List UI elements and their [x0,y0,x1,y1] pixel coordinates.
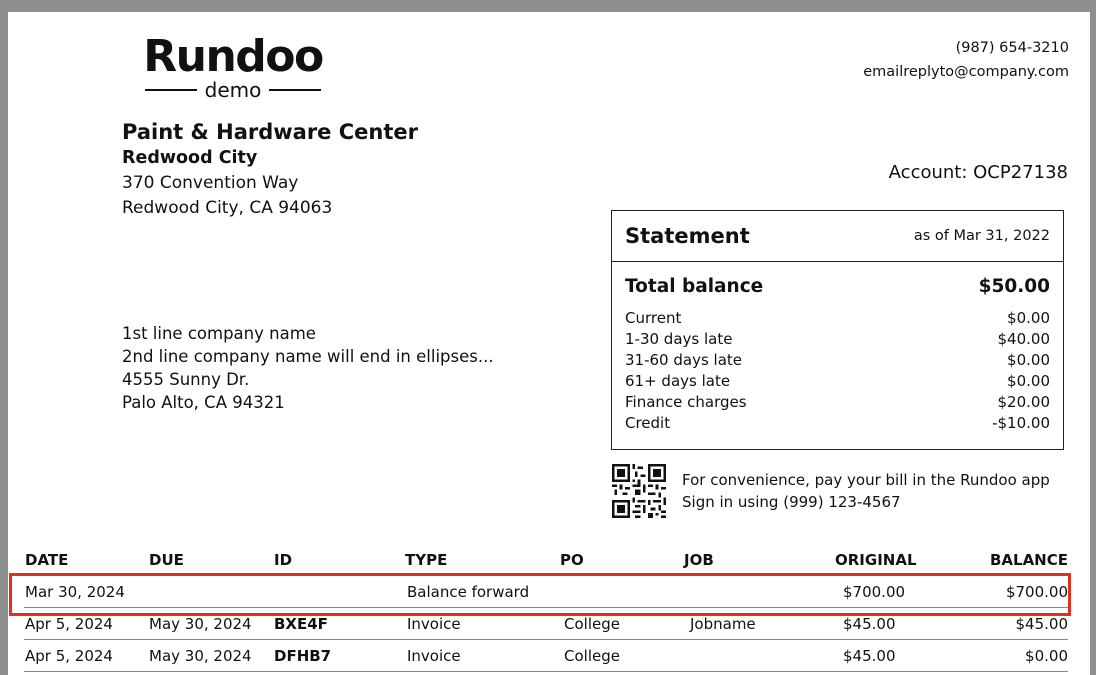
cell-original: $700.00 [843,582,906,601]
logo-rule-left [145,89,197,91]
contact-phone: (987) 654-3210 [955,40,1069,56]
aging-label: 1-30 days late [625,330,733,348]
header-date: DATE [25,551,69,569]
logo-rule-right [269,89,321,91]
aging-label: 31-60 days late [625,351,742,369]
store-city: Redwood City [122,148,258,168]
total-balance-row [625,272,1050,302]
cell-po: College [564,614,620,633]
header-job: JOB [684,551,714,569]
statement-title: Statement [625,224,750,248]
aging-value: -$10.00 [992,414,1050,432]
recipient-line2: 2nd line company name will end in ellipses... [122,347,494,366]
cell-id: BXE4F [274,614,328,633]
cell-date: Apr 5, 2024 [25,646,113,665]
recipient-line4: Palo Alto, CA 94321 [122,393,285,412]
header-po: PO [560,551,584,569]
aging-value: $0.00 [1007,309,1050,327]
statement-header [612,211,1063,262]
table-header [24,548,1068,576]
cell-type: Invoice [407,614,461,633]
cell-id: DFHB7 [274,646,332,665]
recipient-line1: 1st line company name [122,324,316,343]
pay-line1: For convenience, pay your bill in the Rundoo app [682,471,1050,489]
transactions-table [24,548,1068,672]
cell-type: Invoice [407,646,461,665]
account-number: Account: OCP27138 [888,162,1068,183]
aging-value: $40.00 [997,330,1050,348]
store-name: Paint & Hardware Center [122,120,418,144]
cell-balance: $0.00 [1025,646,1068,665]
aging-label: Current [625,309,682,327]
cell-original: $45.00 [843,614,896,633]
table-row[interactable] [24,576,1068,608]
table-row[interactable] [24,640,1068,672]
header-due: DUE [149,551,184,569]
statement-body [612,262,1063,434]
logo-subtitle-text: demo [204,78,262,102]
table-row[interactable] [24,608,1068,640]
pay-text [682,469,1050,513]
cell-due: May 30, 2024 [149,646,252,665]
aging-row [625,413,1050,434]
cell-balance: $700.00 [1005,582,1068,601]
recipient-address [122,322,494,414]
cell-date: Apr 5, 2024 [25,614,113,633]
company-logo [130,31,336,102]
cell-date: Mar 30, 2024 [25,582,125,601]
aging-row [625,350,1050,371]
store-address [122,118,418,221]
aging-row [625,329,1050,350]
aging-value: $0.00 [1007,351,1050,369]
contact-email: emailreplyto@company.com [863,64,1069,80]
store-address-line2: Redwood City, CA 94063 [122,198,333,218]
aging-value: $20.00 [997,393,1050,411]
logo-subtitle [130,80,336,100]
contact-info [863,36,1069,84]
statement-summary-box [611,210,1064,450]
aging-row [625,392,1050,413]
aging-row [625,371,1050,392]
logo-wordmark: Rundoo [143,31,323,82]
cell-due: May 30, 2024 [149,614,252,633]
pay-in-app-notice [612,464,1050,518]
header-id: ID [274,551,293,569]
aging-value: $0.00 [1007,372,1050,390]
pay-line2: Sign in using (999) 123-4567 [682,493,901,511]
aging-row [625,308,1050,329]
recipient-line3: 4555 Sunny Dr. [122,370,250,389]
statement-page [8,12,1090,675]
statement-date: as of Mar 31, 2022 [913,228,1050,244]
total-balance-value: $50.00 [978,276,1050,297]
header-balance: BALANCE [989,551,1068,569]
cell-job: Jobname [690,614,756,633]
cell-original: $45.00 [843,646,896,665]
cell-type: Balance forward [407,582,530,601]
header-type: TYPE [405,551,448,569]
header-original: ORIGINAL [835,551,917,569]
cell-balance: $45.00 [1015,614,1068,633]
aging-label: Credit [625,414,671,432]
store-address-line1: 370 Convention Way [122,173,299,193]
aging-label: Finance charges [625,393,747,411]
qr-code-icon[interactable] [612,464,666,518]
total-balance-label: Total balance [625,276,764,297]
aging-label: 61+ days late [625,372,731,390]
cell-po: College [564,646,620,665]
